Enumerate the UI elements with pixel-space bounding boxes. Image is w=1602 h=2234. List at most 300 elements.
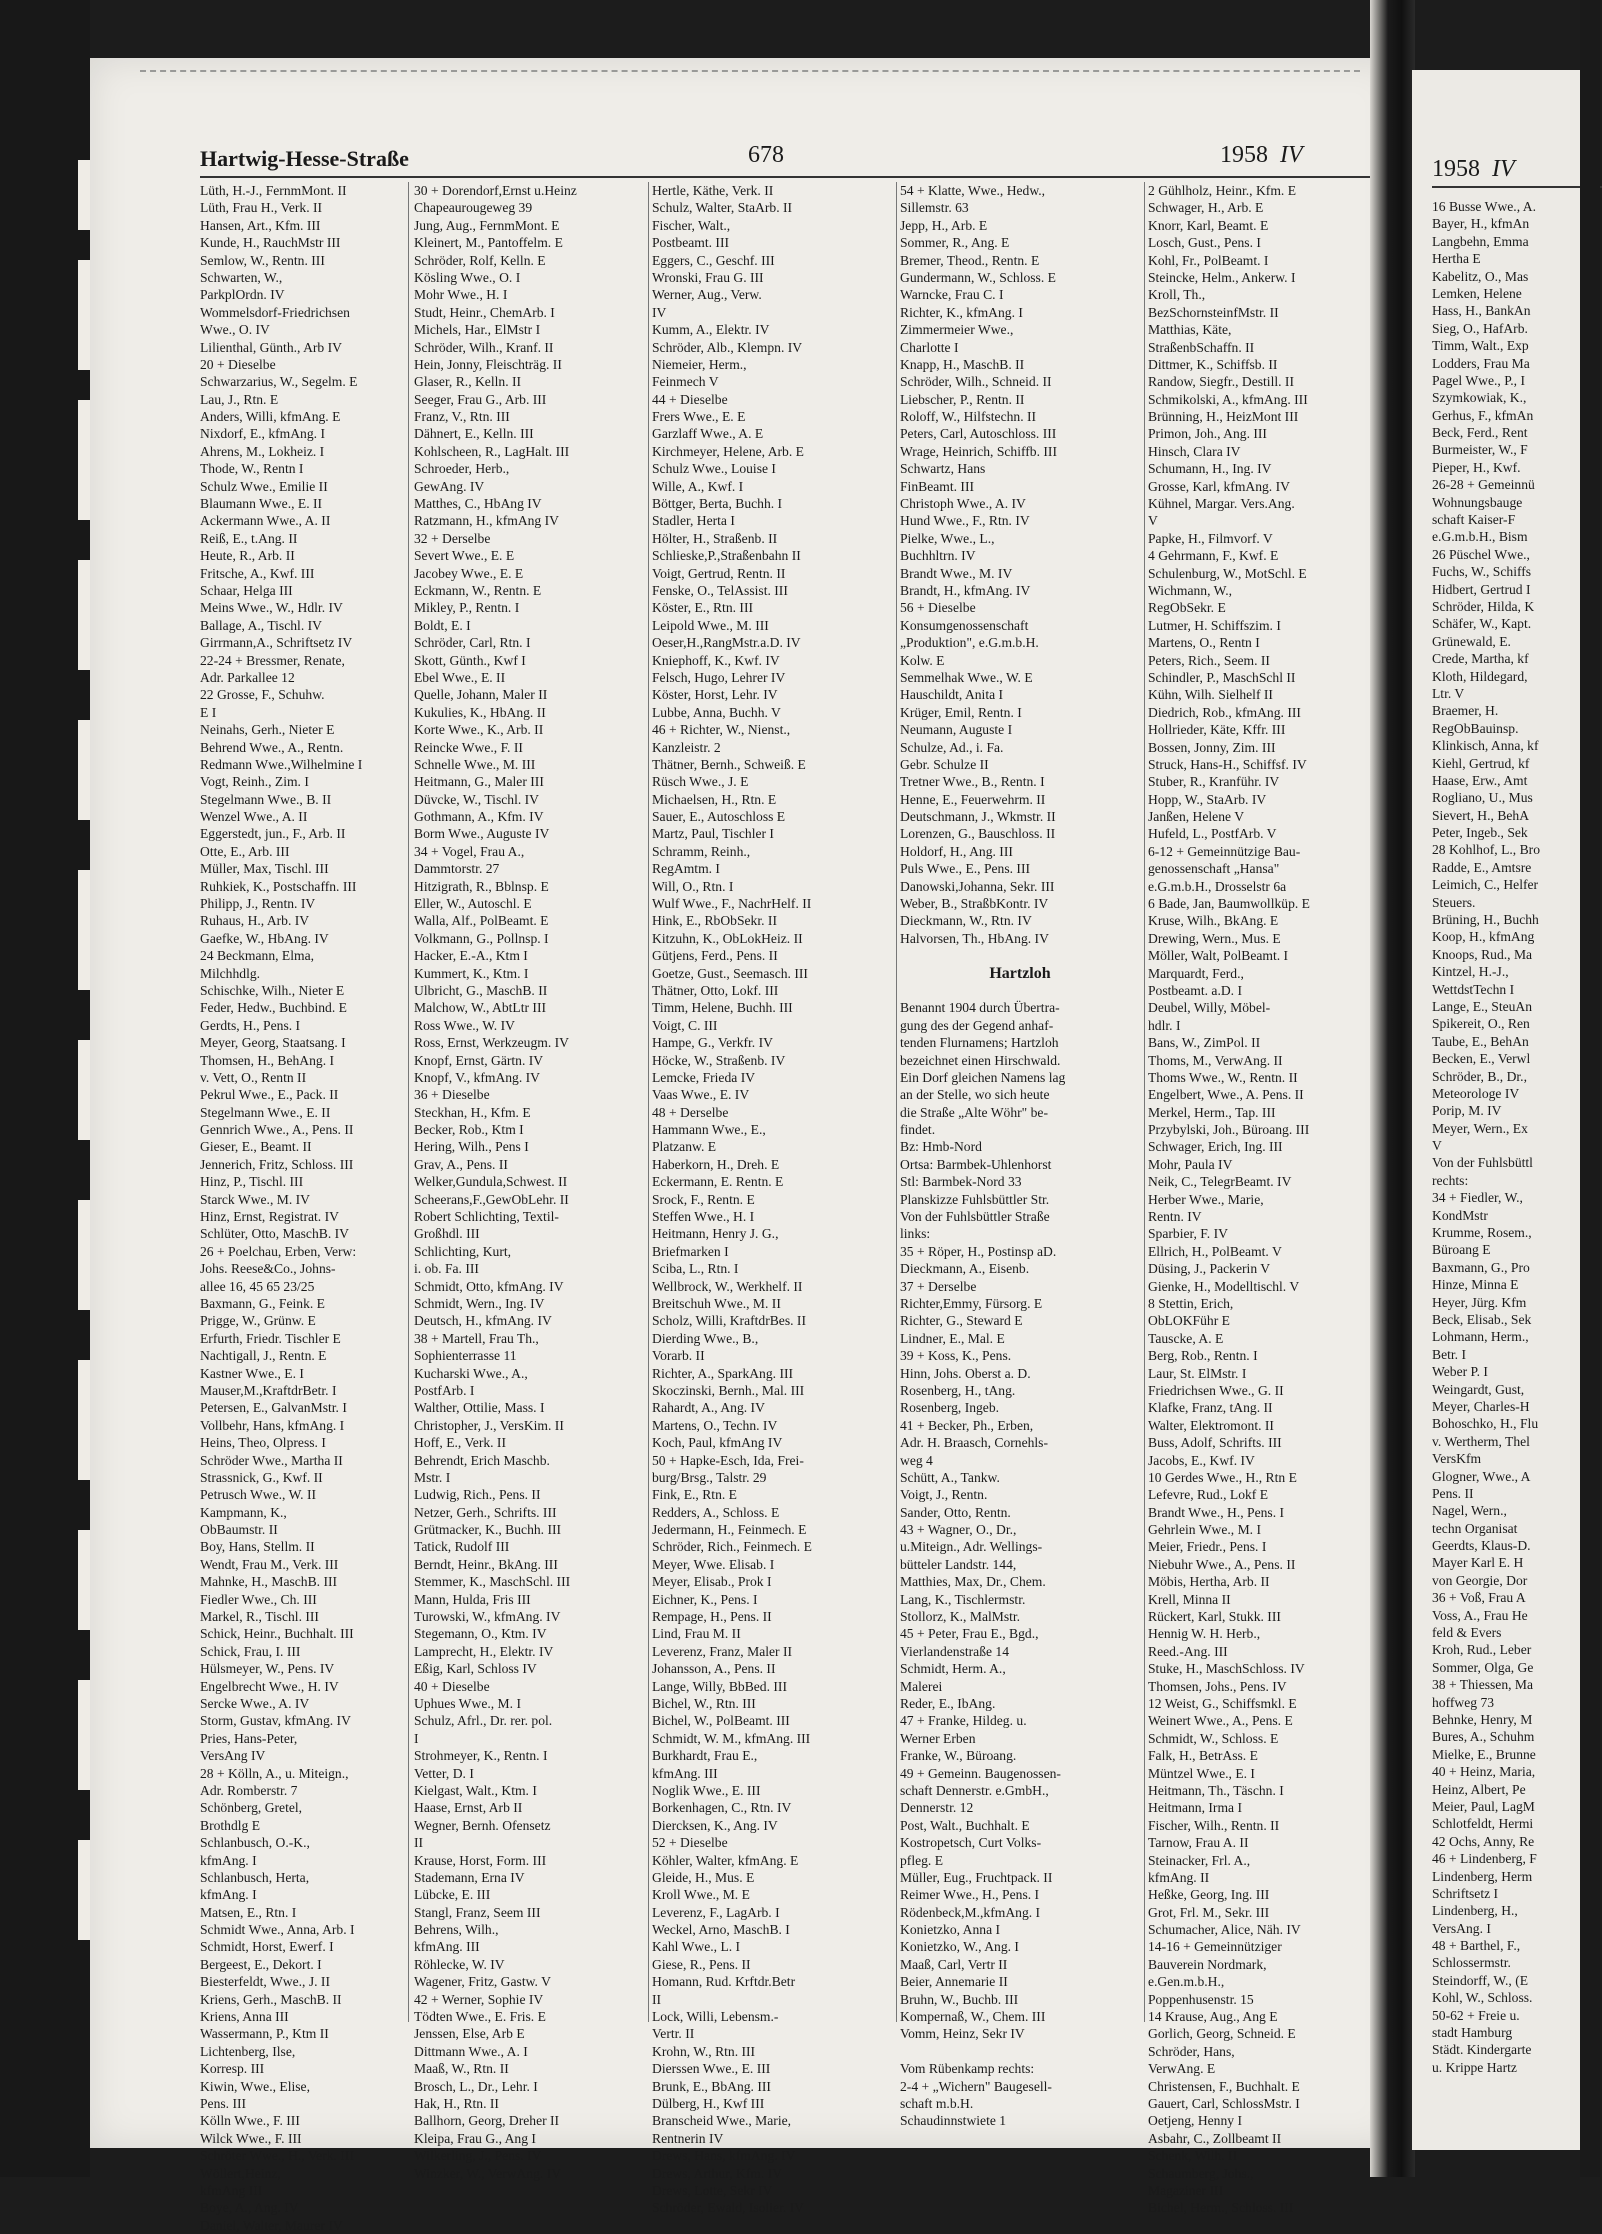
- directory-entry: 22 Grosse, F., Schuhw.: [200, 687, 325, 703]
- directory-entry: Walla, Alf., PolBeamt. E: [414, 913, 549, 929]
- directory-entry: Engelbrecht Wwe., H. IV: [200, 1678, 339, 1694]
- directory-entry: Schindler, P., MaschSchl II: [1148, 669, 1296, 685]
- directory-entry: Stangl, Franz, Seem III: [414, 1904, 541, 1920]
- directory-entry: Noglik Wwe., E. III: [652, 1782, 761, 1798]
- directory-entry: Rückert, Karl, Stukk. III: [1148, 1609, 1281, 1625]
- directory-entry: 24 Beckmann, Elma,: [200, 948, 315, 964]
- directory-entry: Richter, K., kfmAng. I: [900, 304, 1023, 320]
- directory-entry: Ruhkiek, K., Postschaffn. III: [200, 878, 357, 894]
- directory-entry: Gundermann, W., Schloss. E: [900, 269, 1056, 285]
- directory-entry: Wegner, Bernh. Ofensetz: [414, 1817, 551, 1833]
- directory-entry: Ballhorn, Georg, Dreher II: [414, 2113, 560, 2129]
- directory-entry: Marquardt, Ferd.,: [1148, 965, 1244, 981]
- directory-entry: Hinz, Ernst, Registrat. IV: [200, 1209, 339, 1225]
- directory-entry: Peters, Carl, Autoschloss. III: [900, 426, 1057, 442]
- directory-entry: Boy, Hans, Stellm. II: [200, 1539, 315, 1555]
- directory-entry: 38 + Martell, Frau Th.,: [414, 1330, 539, 1346]
- directory-entry: Heins, Theo, Olpress. I: [200, 1435, 326, 1451]
- directory-entry: Heyer, Jürg. Kfm: [1432, 1294, 1527, 1310]
- directory-entry: Pries, Hans-Peter,: [200, 1730, 298, 1746]
- directory-entry: Gauert, Carl, SchlossMstr. I: [1148, 2095, 1300, 2111]
- directory-entry: 28 + Kölln, A., u. Miteign.,: [200, 1765, 349, 1781]
- directory-entry: Korte Wwe., K., Arb. II: [414, 722, 544, 738]
- directory-entry: Berg, Rob., Rentn. I: [1148, 1348, 1258, 1364]
- directory-entry: Bossen, Jonny, Zim. III: [1148, 739, 1276, 755]
- directory-entry: Lemcke, Frieda IV: [652, 1069, 756, 1085]
- directory-entry: Matsen, E., Rtn. I: [200, 1904, 297, 1920]
- directory-entry: Feder, Hedw., Buchbind. E: [200, 1000, 347, 1016]
- directory-entry: Leipold Wwe., M. III: [652, 617, 769, 633]
- directory-entry: Kolw. E: [900, 652, 945, 668]
- directory-entry: Schaumberg, Johs.,: [1148, 2165, 1254, 2181]
- directory-entry: Randow, Siegfr., Destill. II: [1148, 374, 1294, 390]
- directory-entry: Büroang E: [1432, 1242, 1491, 1258]
- book-gutter: [1370, 0, 1415, 2177]
- directory-entry: [900, 982, 1140, 999]
- directory-entry: Schulz, Afrl., Dr. rer. pol.: [414, 1713, 553, 1729]
- directory-entry: 46 + Richter, W., Nienst.,: [652, 722, 791, 738]
- directory-entry: Quelle, Johann, Maler II: [414, 687, 548, 703]
- directory-entry: Schulz, Walter, StaArb. II: [652, 200, 793, 216]
- directory-entry: Hidbert, Gertrud I: [1432, 581, 1531, 597]
- directory-entry: Stademann, Erna IV: [414, 1869, 525, 1885]
- directory-entry: Heute, R., Arb. II: [200, 548, 295, 564]
- directory-entry: Sommer, R., Ang. E: [900, 235, 1010, 251]
- directory-entry: Ltr. V: [1432, 685, 1465, 701]
- directory-entry: 4 Gehrmann, F., Kwf. E: [1148, 548, 1279, 564]
- directory-entry: Sauer, E., Autoschloss E: [652, 809, 786, 825]
- directory-entry: Volkmann, G., Pollnsp. I: [414, 930, 549, 946]
- directory-entry: Knorr, Karl, Beamt. E: [1148, 217, 1269, 233]
- directory-entry: Gieser, E., Beamt. II: [200, 1139, 312, 1155]
- directory-entry: Reiß, E., t.Ang. II: [200, 530, 298, 546]
- directory-entry: Reder, E., IbAng.: [900, 1695, 996, 1711]
- directory-entry: WettdstTechn I: [1432, 981, 1515, 997]
- directory-entry: Reed.-Ang. III: [1148, 1643, 1228, 1659]
- directory-entry: 54 + Klatte, Wwe., Hedw.,: [900, 183, 1046, 198]
- directory-entry: Pekrul Wwe., E., Pack. II: [200, 1087, 339, 1103]
- directory-entry: Schwartz, Hans: [900, 461, 986, 477]
- directory-entry: Ebel Wwe., E. II: [414, 669, 506, 685]
- directory-entry: Hampe, G., Verkfr. IV: [652, 1035, 773, 1051]
- directory-entry: Meyer, Charles-H: [1432, 1398, 1530, 1414]
- directory-entry: Schröder, Wilh., Schneid. II: [900, 374, 1052, 390]
- directory-entry: Stegemann, O., Ktm. IV: [414, 1626, 547, 1642]
- directory-entry: 8 Stettin, Erich,: [1148, 1296, 1234, 1311]
- directory-entry: 50-62 + Freie u.: [1432, 2007, 1520, 2023]
- directory-entry: Gothmann, A., Kfm. IV: [414, 809, 544, 825]
- directory-entry: Rödenbeck,M.,kfmAng. I: [900, 1904, 1041, 1920]
- directory-entry: Meyer, Georg, Staatsang. I: [200, 1035, 346, 1051]
- directory-entry: Hinz, P., Tischl. III: [200, 1174, 304, 1190]
- directory-entry: Srock, F., Rentn. E: [652, 1191, 755, 1207]
- directory-entry: Hass, H., BankAn: [1432, 303, 1531, 319]
- directory-entry: Heitmann, Th., Täschn. I: [1148, 1782, 1284, 1798]
- directory-entry: Christensen, F., Buchhalt. E: [1148, 2078, 1300, 2094]
- directory-entry: Janßen, Helene V: [1148, 809, 1245, 825]
- directory-entry: Möller, Walt, PolBeamt. I: [1148, 948, 1289, 964]
- directory-entry: Schenk, Wilh. II: [1148, 2148, 1238, 2164]
- directory-entry: Vetter, D. I: [414, 1765, 474, 1781]
- directory-entry: pfleg. E: [900, 1852, 944, 1868]
- directory-entry: Kampmann, K.,: [200, 1504, 287, 1520]
- directory-entry: Struck, Hans-H., Schiffsf. IV: [1148, 756, 1307, 772]
- directory-entry: Postbeamt. III: [652, 235, 730, 251]
- directory-entry: Fischer, Walt.,: [652, 217, 731, 233]
- directory-entry: Warncke, Frau C. I: [900, 287, 1004, 303]
- directory-entry: weg 4: [900, 1452, 933, 1468]
- directory-entry: Knapp, H., MaschB. II: [900, 356, 1025, 372]
- directory-entry: Crede, Martha, kf: [1432, 651, 1529, 667]
- directory-entry: Diedrich, Rob., kfmAng. III: [1148, 704, 1301, 720]
- directory-entry: 26-28 + Gemeinnü: [1432, 477, 1535, 493]
- directory-entry: Sophienterrasse 11: [414, 1348, 517, 1364]
- directory-entry: Ross Wwe., W. IV: [414, 1017, 515, 1033]
- directory-entry: Wille, A., Kwf. I: [652, 478, 744, 494]
- directory-entry: Grünewald, E.: [1432, 633, 1511, 649]
- directory-entry: Ratzmann, H., kfmAng IV: [414, 513, 559, 529]
- directory-entry: Brüning, H., Buchh: [1432, 912, 1539, 928]
- directory-entry: Heinz, Albert, Pe: [1432, 1781, 1526, 1797]
- directory-entry: Schulze, Ad., i. Fa.: [900, 739, 1004, 755]
- directory-entry: Halvorsen, Th., HbAng. IV: [900, 930, 1049, 946]
- directory-entry: Prigge, W., Grünw. E: [200, 1313, 316, 1329]
- directory-entry: Weckel, Arno, MaschB. I: [652, 1922, 790, 1938]
- directory-entry: Vertr. II: [652, 2026, 695, 2042]
- directory-entry: Ballage, A., Tischl. IV: [200, 617, 322, 633]
- directory-entry: Daniel, Walter, Maurer IV: [200, 2217, 343, 2233]
- directory-entry: Friedrichsen Wwe., G. II: [1148, 1382, 1284, 1398]
- directory-entry: Boye, A., Ang. IV: [200, 2200, 299, 2216]
- directory-entry: Pagel Wwe., P., I: [1432, 372, 1526, 388]
- directory-entry: Rogliano, U., Mus: [1432, 790, 1533, 806]
- directory-entry: Sercke Wwe., A. IV: [200, 1695, 310, 1711]
- directory-entry: Schmidt, W., Schloss. E: [1148, 1730, 1279, 1746]
- directory-entry: Christoph Wwe., A. IV: [900, 496, 1026, 512]
- directory-entry: Petersen, E., GalvanMstr. I: [200, 1400, 347, 1416]
- directory-entry: Beck, Elisab., Sek: [1432, 1312, 1532, 1327]
- column-divider: [1144, 182, 1145, 2022]
- directory-entry: Turowski, W., kfmAng. IV: [414, 1609, 561, 1625]
- directory-entry: Peters, Rich., Seem. II: [1148, 652, 1270, 668]
- directory-entry: Breitschuh Wwe., M. II: [652, 1296, 781, 1311]
- directory-entry: 26 + Poelchau, Erben, Verw:: [200, 1243, 357, 1259]
- directory-entry: Taube, E., BehAn: [1432, 1033, 1529, 1049]
- directory-entry: Klafke, Franz, tAng. II: [1148, 1400, 1273, 1416]
- directory-entry: Mstr. I: [414, 1469, 451, 1485]
- column-2: [414, 182, 644, 2182]
- directory-entry: Briefmarken I: [652, 1243, 729, 1259]
- directory-entry: Müller, Max, Tischl. III: [200, 861, 329, 877]
- directory-entry: Hertle, Käthe, Verk. II: [652, 183, 774, 198]
- directory-entry: Lock, Willi, Lebensm.-: [652, 2009, 779, 2025]
- directory-entry: Wohnungsbauge: [1432, 494, 1523, 510]
- directory-entry: Oeser,H.,RangMstr.a.D. IV: [652, 635, 801, 651]
- directory-entry: Beck, Ferd., Rent: [1432, 425, 1528, 441]
- directory-entry: Laur, St. ElMstr. I: [1148, 1365, 1247, 1381]
- directory-entry: Pens. III: [200, 2095, 247, 2111]
- directory-entry: Hering, Wilh., Pens I: [414, 1139, 529, 1155]
- directory-entry: Hinn, Johs. Oberst a. D.: [900, 1365, 1031, 1381]
- directory-entry: Vierlandenstraße 14: [900, 1643, 1010, 1659]
- directory-entry: Buchhltrn. IV: [900, 548, 976, 564]
- directory-entry: Schröder, Hans,: [1148, 2043, 1235, 2059]
- volume: IV: [1280, 142, 1303, 168]
- directory-entry: Kucharski Wwe., A.,: [414, 1365, 528, 1381]
- directory-entry: u.Miteign., Adr. Wellings-: [900, 1539, 1043, 1555]
- directory-entry: Schwager, H., Arb. E: [1148, 200, 1264, 216]
- directory-entry: Voigt, Gertrud, Rentn. II: [652, 565, 786, 581]
- directory-entry: Skoczinski, Bernh., Mal. III: [652, 1382, 805, 1398]
- directory-entry: Thoms, M., VerwAng. II: [1148, 1052, 1283, 1068]
- directory-entry: Hinze, Minna E: [1432, 1277, 1519, 1293]
- directory-entry: Städt. Kindergarte: [1432, 2042, 1532, 2058]
- column-5: [1148, 182, 1386, 2217]
- directory-entry: Reimer Wwe., H., Pens. I: [900, 1887, 1040, 1903]
- directory-entry: Brandt, H., kfmAng. IV: [900, 582, 1031, 598]
- directory-entry: Pens. II: [1432, 1485, 1474, 1501]
- directory-entry: Stl: Barmbek-Nord 33: [900, 1174, 1022, 1190]
- directory-entry: Kiwin, Wwe., Elise,: [200, 2078, 310, 2094]
- directory-entry: Mayer Karl E. H: [1432, 1555, 1524, 1571]
- directory-entry: kfmAng. III: [414, 1939, 480, 1955]
- directory-entry: Kitzuhn, K., ObLokHeiz. II: [652, 930, 803, 946]
- directory-entry: Gleide, H., Mus. E: [652, 1869, 755, 1885]
- directory-entry: Gienke, H., Modelltischl. V: [1148, 1278, 1300, 1294]
- directory-entry: Kompernaß, W., Chem. III: [900, 2009, 1046, 2025]
- directory-entry: kfmAng. II: [1148, 1869, 1210, 1885]
- directory-entry: Nachtigall, J., Rentn. E: [200, 1348, 327, 1364]
- directory-entry: Strassnick, G., Kwf. II: [200, 1469, 323, 1485]
- directory-entry: Lubbe, Anna, Buchh. V: [652, 704, 781, 720]
- directory-entry: Kriens, Gerh., MaschB. II: [200, 1991, 342, 2007]
- directory-entry: Adr. H. Braasch, Cornehls-: [900, 1435, 1048, 1451]
- directory-entry: Schwager, Erich, Ing. III: [1148, 1139, 1283, 1155]
- directory-entry: e.G.m.b.H., Drosselstr 6a: [1148, 878, 1287, 894]
- year-volume: [1220, 142, 1303, 169]
- directory-entry: Lübcke, E. III: [414, 1887, 491, 1903]
- directory-entry: BezSchornsteinfMstr. II: [1148, 304, 1279, 320]
- directory-entry: Sieg, O., HafArb.: [1432, 320, 1528, 336]
- directory-entry: Goetze, Gust., Seemasch. III: [652, 965, 808, 981]
- directory-entry: ObBaumstr. II: [200, 1522, 278, 1538]
- directory-entry: Otte, E., Arb. III: [200, 843, 290, 859]
- directory-entry: Schlotfeldt, Hermi: [1432, 1816, 1534, 1832]
- directory-entry: Schick, Heinr., Buchhalt. III: [200, 1626, 354, 1642]
- directory-entry: Behrend Wwe., A., Rentn.: [200, 739, 344, 755]
- directory-entry: Philipp, J., Rentn. IV: [200, 896, 316, 912]
- directory-entry: [900, 2043, 1140, 2060]
- directory-entry: Lind, Frau M. II: [652, 1626, 741, 1642]
- directory-entry: v. Vett, O., Rentn II: [200, 1069, 307, 1085]
- directory-entry: Reincke Wwe., F. II: [414, 739, 523, 755]
- directory-entry: II: [652, 1991, 662, 2007]
- directory-entry: Becker, Rob., Ktm I: [414, 1122, 524, 1138]
- directory-entry: Eller, W., Autoschl. E: [414, 896, 532, 912]
- directory-entry: 6-12 + Gemeinnützige Bau-: [1148, 843, 1301, 859]
- directory-entry: Adr. Romberstr. 7: [200, 1782, 298, 1798]
- directory-entry: Müntzel Wwe., E. I: [1148, 1765, 1255, 1781]
- directory-entry: Papke, H., Filmvorf. V: [1148, 530, 1273, 546]
- directory-entry: genossenschaft „Hansa": [1148, 861, 1280, 877]
- directory-entry: Neinahs, Gerh., Nieter E: [200, 722, 335, 738]
- directory-entry: Behrens, Wilh.,: [414, 1922, 499, 1938]
- directory-entry: Kintzel, H.-J.,: [1432, 964, 1509, 980]
- directory-entry: V: [1432, 1138, 1442, 1154]
- directory-entry: Schröter Wwe., H., Verk. III: [200, 2148, 354, 2164]
- directory-entry: Dieckmann, A., Eisenb.: [900, 1261, 1030, 1277]
- directory-entry: Maaß, W., Rtn. II: [414, 2061, 509, 2077]
- directory-entry: Schriftsetz I: [1432, 1885, 1499, 1901]
- directory-entry: Steincke, Helm., Ankerw. I: [1148, 269, 1296, 285]
- directory-entry: Lutmer, H. Schiffszim. I: [1148, 617, 1281, 633]
- directory-entry: Herber Wwe., Marie,: [1148, 1191, 1264, 1207]
- directory-entry: Wommelsdorf-Friedrichsen: [200, 304, 350, 320]
- directory-entry: 43 + Wagner, O., Dr.,: [900, 1522, 1017, 1538]
- page2-year-volume: [1432, 156, 1515, 183]
- directory-entry: Brandt Wwe., M. IV: [900, 565, 1013, 581]
- directory-entry: Kabelitz, O., Mas: [1432, 268, 1529, 284]
- directory-entry: Fiedler Wwe., Ch. III: [200, 1591, 317, 1607]
- directory-entry: Lemken, Helene: [1432, 285, 1522, 301]
- directory-entry: Schulz Wwe., Emilie II: [200, 478, 328, 494]
- directory-entry: Fenske, O., TelAssist. III: [652, 582, 788, 598]
- directory-entry: Kostropetsch, Curt Volks-: [900, 1835, 1042, 1851]
- directory-entry: Schlichting, Kurt,: [414, 1243, 512, 1259]
- directory-entry: Stemmer, K., MaschSchl. III: [414, 1574, 571, 1590]
- directory-entry: Rahardt, A., Ang. IV: [652, 1400, 765, 1416]
- directory-entry: Betr. I: [1432, 1346, 1466, 1362]
- directory-entry: Brandt Wwe., H., Pens. I: [1148, 1504, 1285, 1520]
- directory-entry: Danowski,Johanna, Sekr. III: [900, 878, 1055, 894]
- directory-entry: Postbeamt. a.D. I: [1148, 982, 1243, 998]
- directory-entry: Petrusch Wwe., W. II: [200, 1487, 317, 1503]
- column-1: [200, 182, 400, 2234]
- directory-entry: Konsumgenossenschaft: [900, 617, 1029, 633]
- directory-entry: Girrmann,A., Schriftsetz IV: [200, 635, 353, 651]
- directory-entry: bütteler Landstr. 144,: [900, 1556, 1017, 1572]
- directory-entry: Martens, O., Techn. IV: [652, 1417, 778, 1433]
- directory-entry: Weber P. I: [1432, 1364, 1488, 1380]
- directory-entry: Johs. Reese&Co., Johns-: [200, 1261, 336, 1277]
- directory-entry: Szymkowiak, K.,: [1432, 390, 1527, 406]
- directory-entry: schaft m.b.H.: [900, 2095, 974, 2111]
- directory-entry: Sievert, H., BehA: [1432, 807, 1530, 823]
- directory-entry: Poppenhusenstr. 15: [1148, 1991, 1254, 2007]
- directory-entry: u. Krippe Hartz: [1432, 2059, 1517, 2075]
- directory-entry: Mann, Hulda, Fris III: [414, 1591, 531, 1607]
- directory-entry: Gehrlein Wwe., M. I: [1148, 1522, 1261, 1538]
- directory-entry: Bures, A., Schuhm: [1432, 1729, 1535, 1745]
- directory-entry: Hülsmeyer, W., Pens. IV: [200, 1661, 335, 1677]
- directory-entry: Hund Wwe., F., Rtn. IV: [900, 513, 1030, 529]
- directory-entry: Brothdlg E: [200, 1817, 261, 1833]
- directory-entry: Haberkorn, H., Dreh. E: [652, 1156, 780, 1172]
- directory-entry: Kunde, H., RauchMstr III: [200, 235, 341, 251]
- directory-entry: Lefevre, Rud., Lokf E: [1148, 1487, 1269, 1503]
- directory-entry: Schlossermstr.: [1432, 1955, 1511, 1971]
- directory-entry: Garzlaff Wwe., A. E: [652, 426, 764, 442]
- directory-entry: 44 + Dieselbe: [652, 391, 728, 407]
- directory-entry: Richter, A., SparkAng. III: [652, 1365, 794, 1381]
- directory-entry: Lamprecht, H., Elektr. IV: [414, 1643, 554, 1659]
- directory-entry: Kastner Wwe., E. I: [200, 1365, 304, 1381]
- directory-entry: Malchow, W., AbtLtr III: [414, 1000, 547, 1016]
- directory-entry: Jennerich, Fritz, Schloss. III: [200, 1156, 354, 1172]
- directory-entry: Köster, Horst, Lehr. IV: [652, 687, 778, 703]
- directory-entry: e.G.m.b.H., Bism: [1432, 529, 1528, 545]
- directory-entry: Niebuhr Wwe., A., Pens. II: [1148, 1556, 1296, 1572]
- directory-entry: Gorlich, Georg, Schneid. E: [1148, 2026, 1296, 2042]
- directory-entry: Koop, H., kfmAng: [1432, 929, 1535, 945]
- directory-entry: Dennerstr. 12: [900, 1800, 974, 1816]
- directory-entry: Voigt, J., Rentn.: [900, 1487, 988, 1503]
- directory-entry: 14-16 + Gemeinnütziger: [1148, 1939, 1282, 1955]
- directory-entry: Böttger, Berta, Buchh. I: [652, 496, 783, 512]
- directory-entry: Planskizze Fuhlsbüttler Str.: [900, 1191, 1050, 1207]
- directory-entry: Frers Wwe., E. E: [652, 409, 746, 425]
- column-4: [900, 182, 1140, 2130]
- directory-entry: Liebscher, P., Rentn. II: [900, 391, 1025, 407]
- directory-entry: 30 + Dorendorf,Ernst u.Heinz: [414, 183, 577, 198]
- directory-entry: Redmann Wwe.,Wilhelmine I: [200, 756, 363, 772]
- directory-entry: Werner, Aug., Verw.: [652, 287, 762, 303]
- directory-entry: Krumme, Rosem.,: [1432, 1225, 1532, 1241]
- street-section-title: Hartzloh: [989, 964, 1051, 982]
- directory-entry: Baxmann, G., Pro: [1432, 1259, 1530, 1275]
- directory-entry: Hauschildt, Anita I: [900, 687, 1004, 703]
- directory-entry: Vaas Wwe., E. IV: [652, 1087, 750, 1103]
- directory-entry: Michels, Har., ElMstr I: [414, 322, 541, 338]
- directory-entry: Milchhdlg.: [200, 965, 261, 981]
- directory-entry: 56 + Dieselbe: [900, 600, 976, 616]
- directory-entry: Voss, A., Frau He: [1432, 1607, 1528, 1623]
- directory-entry: Lange, E., SteuAn: [1432, 998, 1533, 1014]
- directory-entry: Dülberg, H., Kwf III: [652, 2095, 765, 2111]
- directory-entry: Konietzko, W., Ang. I: [900, 1939, 1019, 1955]
- directory-entry: 48 + Derselbe: [652, 1104, 729, 1120]
- directory-entry: Krause, Horst, Form. III: [414, 1852, 547, 1868]
- directory-entry: Koch, Paul, kfmAng IV: [652, 1435, 783, 1451]
- directory-entry: Dieckmann, W., Rtn. IV: [900, 913, 1032, 929]
- directory-entry: Drews, Lotte, Sekr IV: [652, 2182, 773, 2198]
- directory-entry: Thoms Wwe., W., Rentn. II: [1148, 1069, 1298, 1085]
- directory-entry: Leverenz, Franz, Maler II: [652, 1643, 793, 1659]
- year: 1958: [1220, 142, 1268, 168]
- directory-entry: 16 Busse Wwe., A.: [1432, 199, 1536, 214]
- directory-entry: Hacker, E.-A., Ktm I: [414, 948, 528, 964]
- directory-entry: Leverenz, F., LagArb. I: [652, 1904, 780, 1920]
- directory-entry: links:: [900, 1226, 931, 1242]
- directory-entry: Kösling Wwe., O. I: [414, 269, 521, 285]
- directory-entry: Storm, Gustav, kfmAng. IV: [200, 1713, 351, 1729]
- directory-entry: Sander, Otto, Rentn.: [900, 1504, 1011, 1520]
- directory-entry: Schröder, Ewald, Isolier. IV: [652, 2200, 804, 2216]
- directory-entry: Von der Fuhlsbüttl: [1432, 1155, 1533, 1171]
- directory-entry: Jacobs, E., Kwf. IV: [1148, 1452, 1255, 1468]
- directory-entry: Schaudinnstwiete 1: [900, 2113, 1007, 2129]
- directory-entry: Markel, R., Tischl. III: [200, 1609, 319, 1625]
- directory-entry: Wrage, Heinrich, Schiffb. III: [900, 443, 1057, 459]
- directory-entry: Kroll Wwe., M. E: [652, 1887, 750, 1903]
- directory-entry: Dammtorstr. 27: [414, 861, 500, 877]
- directory-entry: VersKfm: [1432, 1451, 1482, 1467]
- directory-entry: Winzker, W., VerwAng. IV: [414, 2165, 562, 2181]
- directory-entry: Sommer, Olga, Ge: [1432, 1659, 1534, 1675]
- directory-entry: Kühn, Wilh. Sielhelf II: [1148, 687, 1273, 703]
- directory-entry: Steindorff, W., (E: [1432, 1972, 1529, 1988]
- directory-entry: Eckermann, E. Rentn. E: [652, 1174, 784, 1190]
